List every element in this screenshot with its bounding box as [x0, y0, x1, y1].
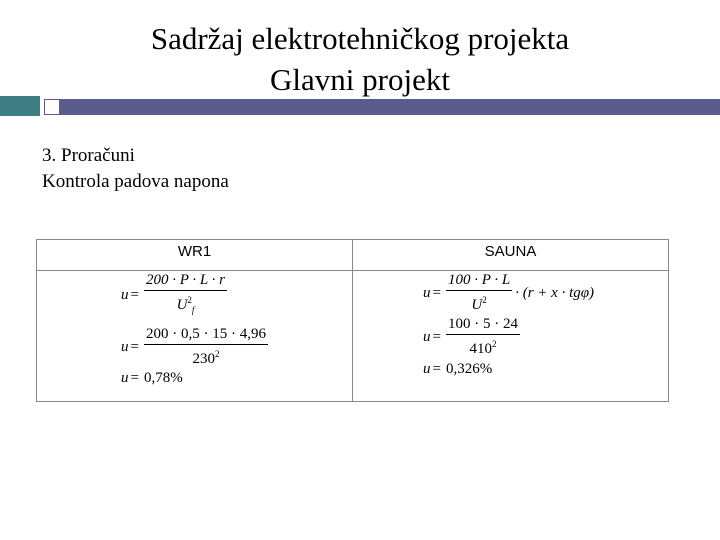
- wr1-formula-general-numerator: 200 · P · L · r: [144, 272, 227, 291]
- voltage-drop-table: [36, 239, 669, 402]
- wr1-formula-substituted-fraction: [144, 326, 268, 368]
- wr1-formula-general-fraction: [144, 272, 227, 319]
- accent-bar-main: [45, 99, 720, 115]
- column-divider: [352, 240, 353, 401]
- sauna-formula-general-fraction: [446, 272, 512, 314]
- equals-sign: =: [432, 328, 441, 345]
- title-line-1: Sadržaj elektrotehničkog projekta: [150, 21, 570, 56]
- wr1-formula-general-denominator: [177, 291, 195, 319]
- sauna-formula-general-lhs: u: [423, 284, 431, 301]
- wr1-den-sub: f: [191, 305, 195, 315]
- wr1-formula-result-lhs: u: [121, 370, 129, 386]
- section-subtitle: Kontrola padova napona: [42, 171, 229, 192]
- equals-sign: =: [130, 287, 139, 303]
- sauna-result-value: 0,326%: [445, 361, 493, 377]
- sauna-formula-general-denominator: [471, 291, 486, 314]
- equals-sign: =: [130, 338, 139, 355]
- sauna-formula-general: [423, 272, 594, 314]
- content-text: [42, 143, 229, 195]
- sauna-formula-substituted-denominator: [469, 335, 496, 358]
- section-heading: 3. Proračuni: [42, 145, 135, 166]
- sauna-formula-result-lhs: u: [423, 361, 431, 377]
- wr1-formula-substituted: [121, 326, 268, 368]
- wr1-sub-den-sup: 2: [214, 349, 220, 359]
- equals-sign: =: [432, 361, 441, 377]
- equals-sign: =: [432, 284, 441, 301]
- sauna-formula-general-numerator: 100 · P · L: [446, 272, 512, 291]
- wr1-den-base: U: [176, 297, 188, 313]
- sauna-formula-substituted-fraction: [446, 316, 520, 358]
- slide-title: [0, 18, 720, 100]
- equals-sign: =: [130, 370, 139, 386]
- wr1-sub-den-base: 230: [192, 351, 215, 367]
- sauna-formula-general-factor: · (r + x · tgφ): [515, 284, 595, 301]
- wr1-formula-substituted-denominator: [192, 345, 219, 368]
- column-header-wr1: WR1: [177, 243, 212, 260]
- sauna-formula-result: [423, 361, 492, 378]
- sauna-sub-den-base: 410: [469, 341, 492, 357]
- wr1-result-value: 0,78%: [143, 370, 183, 386]
- sauna-formula-substituted: [423, 316, 520, 358]
- sauna-formula-substituted-numerator: 100 · 5 · 24: [446, 316, 520, 335]
- wr1-formula-substituted-lhs: u: [121, 338, 129, 355]
- accent-bar-square: [44, 99, 60, 115]
- sauna-den-base: U: [471, 297, 483, 313]
- sauna-sub-den-sup: 2: [491, 339, 497, 349]
- wr1-formula-general: [121, 272, 227, 319]
- wr1-formula-substituted-numerator: 200 · 0,5 · 15 · 4,96: [144, 326, 268, 345]
- sauna-formula-substituted-lhs: u: [423, 328, 431, 345]
- column-header-sauna: SAUNA: [484, 243, 537, 260]
- wr1-formula-general-lhs: u: [121, 287, 129, 303]
- title-line-2: Glavni projekt: [270, 62, 450, 97]
- wr1-den-sup: 2: [187, 295, 192, 305]
- wr1-formula-result: [121, 370, 183, 387]
- sauna-den-sup: 2: [482, 295, 487, 305]
- accent-bar-left: [0, 96, 40, 116]
